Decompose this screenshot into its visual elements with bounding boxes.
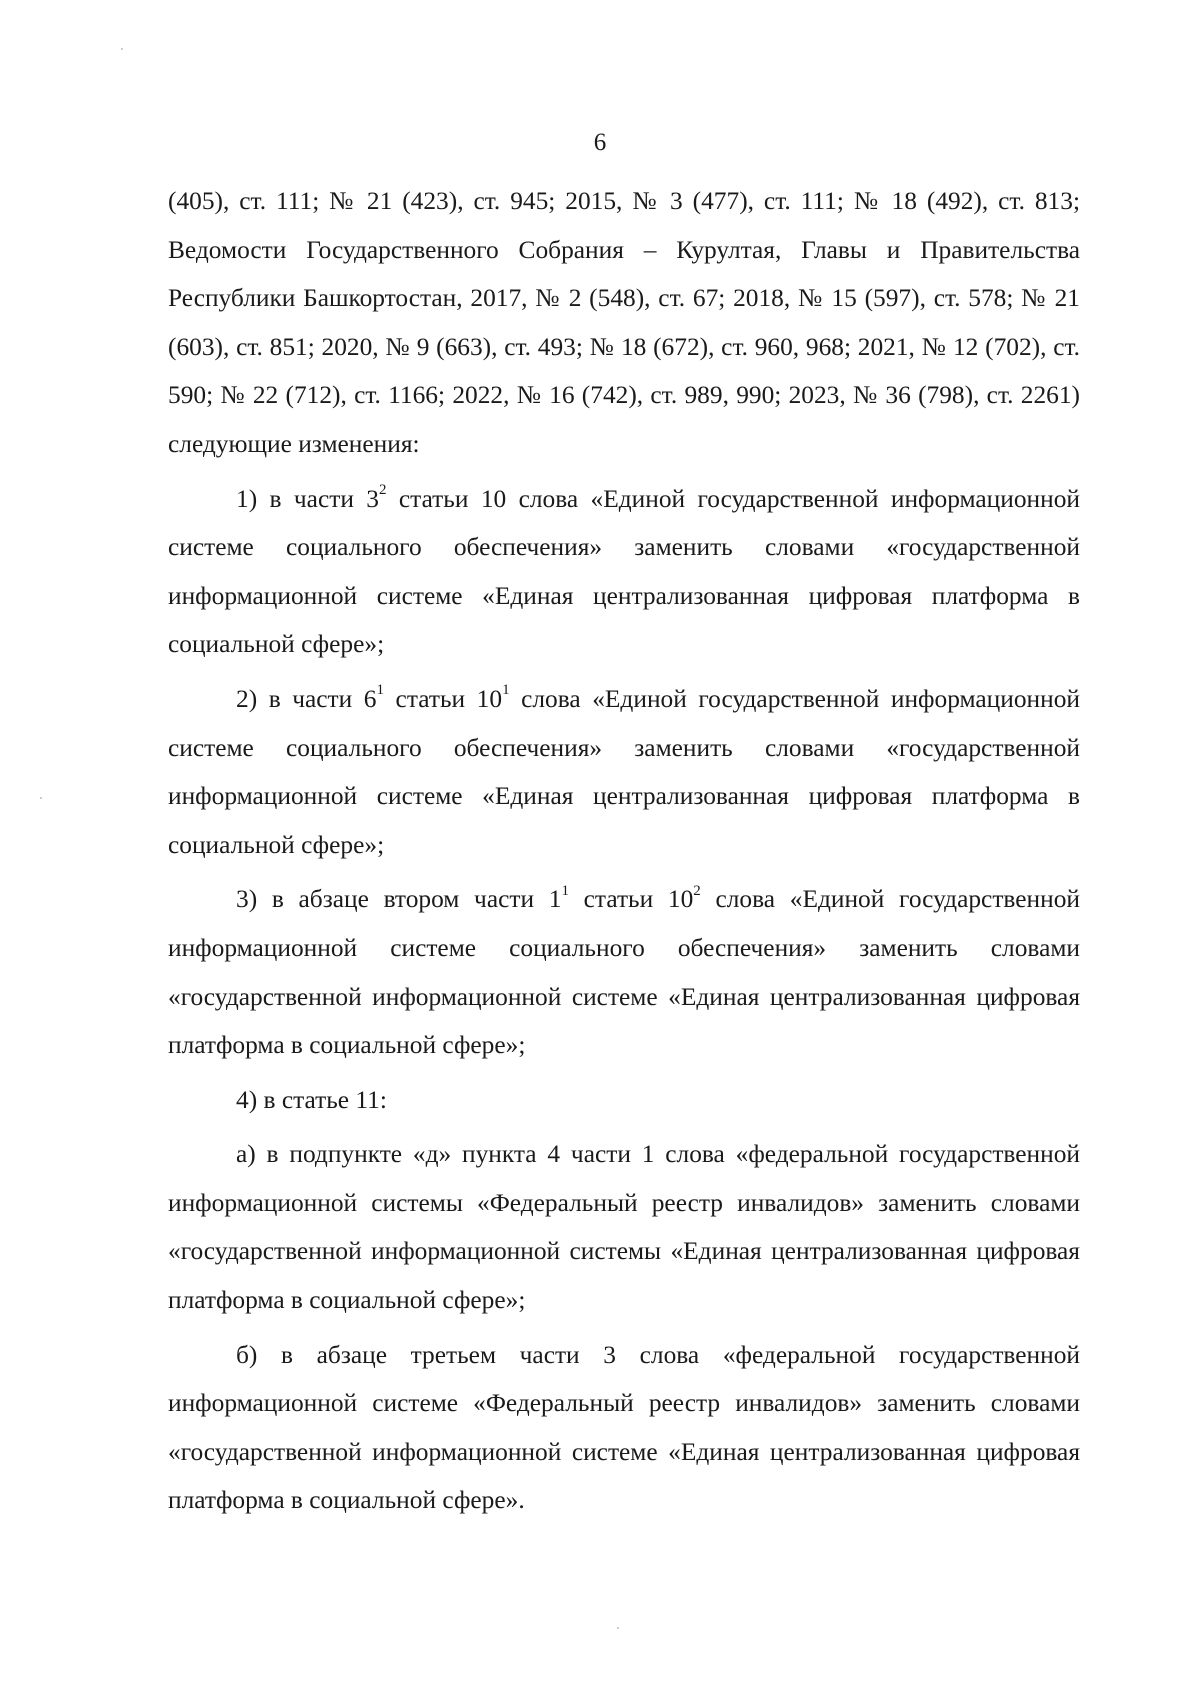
paragraph-item-4: 4) в статье 11: (236, 1085, 387, 1114)
paragraph-item-2 (168, 675, 1080, 869)
scan-speck (40, 797, 42, 799)
paragraph-continuation: (405), ст. 111; № 21 (423), ст. 945; 2015, № 3 (477), ст. 111; № 18 (492), ст. 813; Ведомости Государственного Собрания – Курултая, Главы и Правительства Республики Башкортостан, 2017, № 2 (548), ст. 67; 2018, № 15 (597), ст. 578; № 21 (603), ст. 851; 2020, № 9 (663), ст. 493; № 18 (672), ст. 960, 968; 2021, № 12 (702), ст. 590; № 22 (712), ст. 1166; 2022, № 16 (742), ст. 989, 990; 2023, № 36 (798), ст. 2261) следующие изменения: (168, 187, 1080, 458)
paragraph-item-1 (168, 475, 1080, 669)
scan-speck (617, 1627, 619, 1629)
paragraph-subitem-a: а) в подпункте «д» пункта 4 части 1 слова «федеральной государственной информационной системы «Федеральный реестр инвалидов» заменить словами «государственной информационной системы «Единая централизованная цифровая платформа в социальной сфере»; (168, 1140, 1080, 1315)
item-2-text-rest: слова «Единой государственной информационной системе социального обеспечения» заменить словами «государственной информационной системе «Единая централизованная цифровая платформа в социальной сфере»; (168, 684, 1081, 859)
item-3-superscript-article: 2 (693, 882, 701, 899)
item-1-text-rest: статьи 10 слова «Единой государственной информационной системе социального обеспечения» заменить словами «государственной информационной системе «Единая централизованная цифровая платформа в социальной сфере»; (168, 484, 1080, 659)
document-body (168, 177, 1080, 1525)
item-3-text-rest: слова «Единой государственной информационной системе социального обеспечения» заменить словами «государственной информационной системе «Единая централизованная цифровая платформа в социальной сфере»; (168, 885, 1080, 1060)
item-1-superscript: 2 (379, 482, 387, 499)
item-3-text-start: 3) в абзаце втором части 1 (236, 885, 562, 914)
item-2-superscript-article: 1 (502, 682, 510, 699)
item-3-superscript-part: 1 (561, 882, 569, 899)
item-2-text-start: 2) в части 6 (236, 684, 377, 713)
item-1-text-start: 1) в части 3 (236, 484, 379, 513)
item-3-text-middle: статьи 10 (568, 885, 694, 914)
item-2-text-middle: статьи 10 (384, 684, 503, 713)
item-2-superscript-part: 1 (376, 682, 384, 699)
scan-speck (121, 48, 123, 50)
page-number: 6 (593, 129, 607, 156)
paragraph-item-3 (168, 875, 1080, 1069)
paragraph-subitem-b: б) в абзаце третьем части 3 слова «федеральной государственной информационной системе «Федеральный реестр инвалидов» заменить словами «государственной информационной системе «Единая централизованная цифровая платформа в социальной сфере». (168, 1340, 1080, 1515)
